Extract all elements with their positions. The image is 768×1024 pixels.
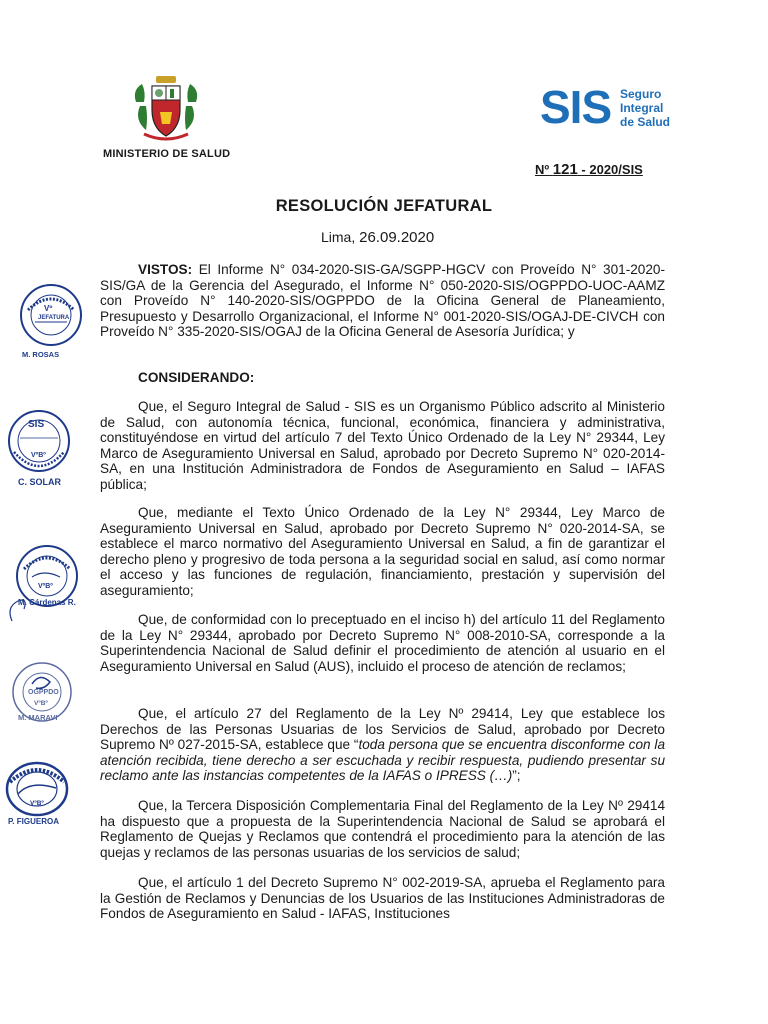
resolution-number: [535, 161, 643, 178]
stamp-name: P. FIGUEROA: [8, 817, 59, 826]
paragraph-text: Que, el artículo 1 del Decreto Supremo N° 002-2019-SA, aprueba el Reglamento para la Gestión de Reclamos y Denuncias de los Usuarios de las Instituciones Administradoras de Fondos de Aseguramiento en Salud - IAFAS, Instituciones: [100, 875, 665, 922]
paragraph-text-end: ”;: [512, 768, 521, 784]
sis-logo: [540, 82, 670, 132]
vistos-label: VISTOS:: [138, 262, 193, 277]
stamp-inner: VºBº: [31, 452, 46, 459]
stamp-inner: VºBº: [38, 583, 53, 590]
date-prefix: Lima,: [321, 229, 356, 245]
resolution-number-value: 121: [552, 161, 578, 178]
considerando-paragraph-5: [100, 798, 665, 860]
stamp-name: C. SOLAR: [18, 477, 62, 487]
considerando-paragraph-6: [100, 875, 665, 922]
paragraph-text: Que, el Seguro Integral de Salud - SIS es un Organismo Público adscrito al Ministerio de Salud, con autonomía técnica, funcional, económica, financiera y administrativa, constituyéndose en virtud del artículo 7 del Texto Único Ordenado de la Ley N° 29344, Ley Marco de Aseguramiento Universal en Salud, aprobado por Decreto Supremo N° 020-2014-SA, en una Institución Administradora de Fondos de Aseguramiento en Salud – IAFAS pública;: [100, 399, 665, 492]
stamp-inner: VºBº: [34, 700, 48, 707]
date-value: 26.09.2020: [359, 229, 435, 246]
sis-logo-line3: de Salud: [620, 115, 671, 129]
paragraph-text: Que, el artículo 27 del Reglamento de la Ley Nº 29414, Ley que establece los Derechos de las Personas Usuarias de los Servicios de Salud, aprobado por Decreto Supremo Nº 027-2015-SA, establece que “: [100, 706, 665, 753]
sis-logo-abbr: SIS: [540, 81, 612, 133]
considerando-paragraph-4: [100, 706, 665, 784]
stamp-name: M. Cárdenas R.: [18, 598, 76, 607]
stamp-inner: JEFATURA: [38, 315, 70, 321]
resolution-prefix: Nº: [535, 162, 550, 177]
stamp-name: M. MARAVI: [18, 713, 58, 722]
resolution-suffix: - 2020/SIS: [581, 162, 643, 177]
considerando-heading: CONSIDERANDO:: [138, 370, 255, 385]
paragraph-text: Que, mediante el Texto Único Ordenado de la Ley N° 29344, Ley Marco de Aseguramiento Universal en Salud, aprobado por Decreto Supremo N° 020-2014-SA, se establece el marco normativo del Aseguramiento Universal en Salud, a fin de garantizar el derecho pleno y progresivo de toda persona a la seguridad social en salud, así como normar el acceso y las funciones de regulación, financiamiento, prestación y supervisión del aseguramiento;: [100, 505, 665, 598]
approval-stamp: [4, 760, 70, 818]
stamp-inner: VºBº: [30, 800, 44, 807]
paragraph-text: Que, de conformidad con lo preceptuado en el inciso h) del artículo 11 del Reglamento de la Ley N° 29344, aprobado por Decreto Supremo N° 008-2010-SA, corresponde a la Superintendencia Nacional de Salud definir el procedimiento de atención al usuario en el Aseguramiento Universal en Salud (AUS), incluido el proceso de atención de reclamos;: [100, 612, 665, 674]
stamp-inner: Vº: [44, 304, 53, 313]
sis-logo-line2: Integral: [620, 101, 664, 115]
approval-stamp: [6, 408, 72, 474]
stamp-inner: SIS: [28, 419, 45, 430]
considerando-paragraph-2: [100, 505, 665, 599]
paragraph-text: Que, la Tercera Disposición Complementaria Final del Reglamento de la Ley Nº 29414 ha dispuesto que a propuesta de la Superintendencia Nacional de Salud se aprobará el Reglamento de Quejas y Reclamos que contendrá el procedimiento para la atención de las quejas y reclamos de las personas usuarias de los servicios de salud;: [100, 798, 665, 860]
vistos-text: El Informe N° 034-2020-SIS-GA/SGPP-HGCV con Proveído N° 301-2020-SIS/GA de la Gerencia del Asegurado, el Informe N° 050-2020-SIS/OGPPDO-UOC-AAMZ con Proveído N° 140-2020-SIS/OGPPDO de la Oficina General de Planeamiento, Presupuesto y Desarrollo Organizacional, el Informe N° 001-2020-SIS/OGAJ-DE-CIVCH con Proveído N° 335-2020-SIS/OGAJ de la Oficina General de Asesoría Jurídica; y: [100, 262, 665, 340]
ministry-name: MINISTERIO DE SALUD: [103, 148, 231, 160]
stamp-name: M. ROSAS: [22, 350, 60, 359]
considerando-paragraph-3: [100, 612, 665, 674]
quoted-text: toda persona que se encuentra disconforme con la atención recibida, tiene derecho a ser escuchada y recibir respuesta, pudiendo presentar su reclamo ante las instancias competentes de la IAFAS o IPRESS (…): [100, 737, 666, 784]
considerando-paragraph-1: [100, 399, 665, 493]
document-title: RESOLUCIÓN JEFATURAL: [275, 197, 493, 215]
sis-logo-line1: Seguro: [620, 87, 662, 101]
document-date: [321, 229, 434, 246]
vistos-paragraph: [100, 262, 665, 340]
coat-of-arms-logo: [130, 72, 202, 144]
stamp-inner: OGPPDO: [28, 689, 59, 696]
approval-stamp: [18, 282, 84, 348]
